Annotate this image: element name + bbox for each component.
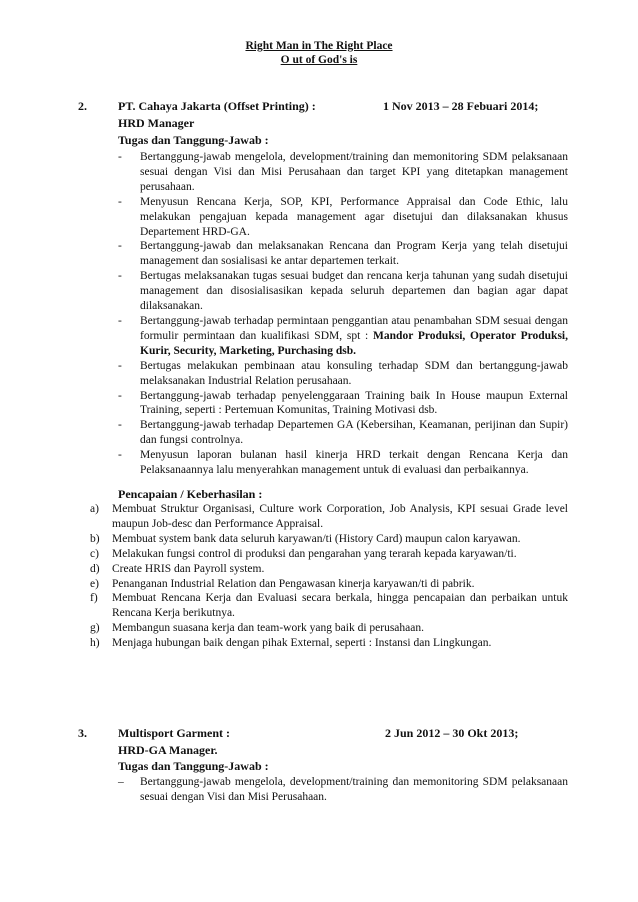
achievements-list bbox=[90, 502, 568, 651]
list-item: d) Create HRIS dan Payroll system. bbox=[90, 562, 265, 575]
achievements-heading: Pencapaian / Keberhasilan : bbox=[118, 487, 263, 501]
company-name: Multisport Garment : bbox=[118, 726, 230, 740]
list-item: a) Membuat Struktur Organisasi, Culture work Corporation, Job Analysis, KPI sesuai Grade level maupun Job-desc dan Performance Appraisal. bbox=[90, 503, 568, 530]
duties-list bbox=[118, 150, 568, 478]
list-item: - Menyusun Rencana Kerja, SOP, KPI, Performance Appraisal dan Code Ethic, lalu melakukan pengajuan kepada management agar disetujui dan dilaksanakan khusus Departement HRD-GA. bbox=[118, 195, 568, 238]
job-role: HRD Manager bbox=[118, 116, 195, 130]
list-item: c) Melakukan fungsi control di produksi dan pengarahan yang terarah kepada karyawan/ti. bbox=[90, 547, 517, 560]
duties-heading: Tugas dan Tanggung-Jawab : bbox=[118, 759, 269, 773]
list-item: f) Membuat Rencana Kerja dan Evaluasi secara berkala, hingga pencapaian dan perbaikan untuk Rencana Kerja berikutnya. bbox=[90, 592, 568, 620]
list-item: – Bertanggung-jawab mengelola, development/training dan memonitoring SDM pelaksanaan sesuai dengan Visi dan Misi Perusahaan. bbox=[118, 776, 568, 803]
list-item: - Bertanggung-jawab dan melaksanakan Rencana dan Program Kerja yang telah disetujui management dan sosialisasi ke antar departemen terkait. bbox=[118, 240, 568, 268]
list-item: - Menyusun laporan bulanan hasil kinerja HRD terkait dengan Rencana Kerja dan Pelaksanaannya lalu menyerahkan management untuk di evaluasi dan perbaikannya. bbox=[118, 449, 568, 477]
company-name: PT. Cahaya Jakarta (Offset Printing) : bbox=[118, 99, 316, 113]
header-subtitle: O ut of God's is bbox=[280, 54, 358, 66]
list-item: - Bertanggung-jawab terhadap penyelenggaraan Training baik In House maupun External Training, seperti : Pertemuan Komunitas, Training Motivasi dsb. bbox=[118, 389, 568, 417]
job-number: 3. bbox=[78, 726, 87, 740]
header-title: Right Man in The Right Place bbox=[245, 40, 393, 52]
duties-list bbox=[118, 775, 568, 805]
list-item: h) Menjaga hubungan baik dengan pihak External, seperti : Instansi dan Lingkungan. bbox=[90, 637, 492, 650]
list-item: - Bertugas melakukan pembinaan atau konsuling terhadap SDM dan bertanggung-jawab melaksanakan Industrial Relation perusahaan. bbox=[118, 359, 568, 387]
list-item: - Bertugas melaksanakan tugas sesuai budget dan rencana kerja tahunan yang sudah disetujui management dan disosialisasikan kepada seluruh departemen dan bagian agar dapat dilaksanakan. bbox=[118, 270, 568, 313]
employment-dates: 2 Jun 2012 – 30 Okt 2013; bbox=[385, 726, 519, 740]
list-item: - Bertanggung-jawab mengelola, development/training dan memonitoring SDM pelaksanaan sesuai dengan Visi dan Misi Perusahaan dan target KPI yang ditetapkan management perusahaan. bbox=[118, 151, 568, 193]
employment-dates: 1 Nov 2013 – 28 Febuari 2014; bbox=[383, 99, 539, 113]
positions-bold: Mandor Produksi, Operator Produksi, Kurir, Security, Marketing, Purchasing dsb. bbox=[140, 329, 568, 357]
list-item: e) Penanganan Industrial Relation dan Pengawasan kinerja karyawan/ti di pabrik. bbox=[90, 577, 475, 590]
list-item: b) Membuat system bank data seluruh karyawan/ti (History Card) maupun calon karyawan. bbox=[90, 532, 521, 545]
duties-heading: Tugas dan Tanggung-Jawab : bbox=[118, 133, 269, 147]
list-item: - Bertanggung-jawab terhadap Departemen GA (Kebersihan, Keamanan, perijinan dan Supir) dan fungsi controlnya. bbox=[118, 419, 568, 447]
list-item: g) Membangun suasana kerja dan team-work yang baik di perusahaan. bbox=[90, 622, 424, 635]
job-role: HRD-GA Manager. bbox=[118, 743, 218, 757]
job-number: 2. bbox=[78, 99, 87, 113]
list-item: - Bertanggung-jawab terhadap permintaan penggantian atau penambahan SDM sesuai dengan formulir permintaan dan kualifikasi SDM, spt : Mandor Produksi, Operator Produksi, Kurir, Security, Marketing, Purchasing dsb. bbox=[118, 314, 568, 357]
